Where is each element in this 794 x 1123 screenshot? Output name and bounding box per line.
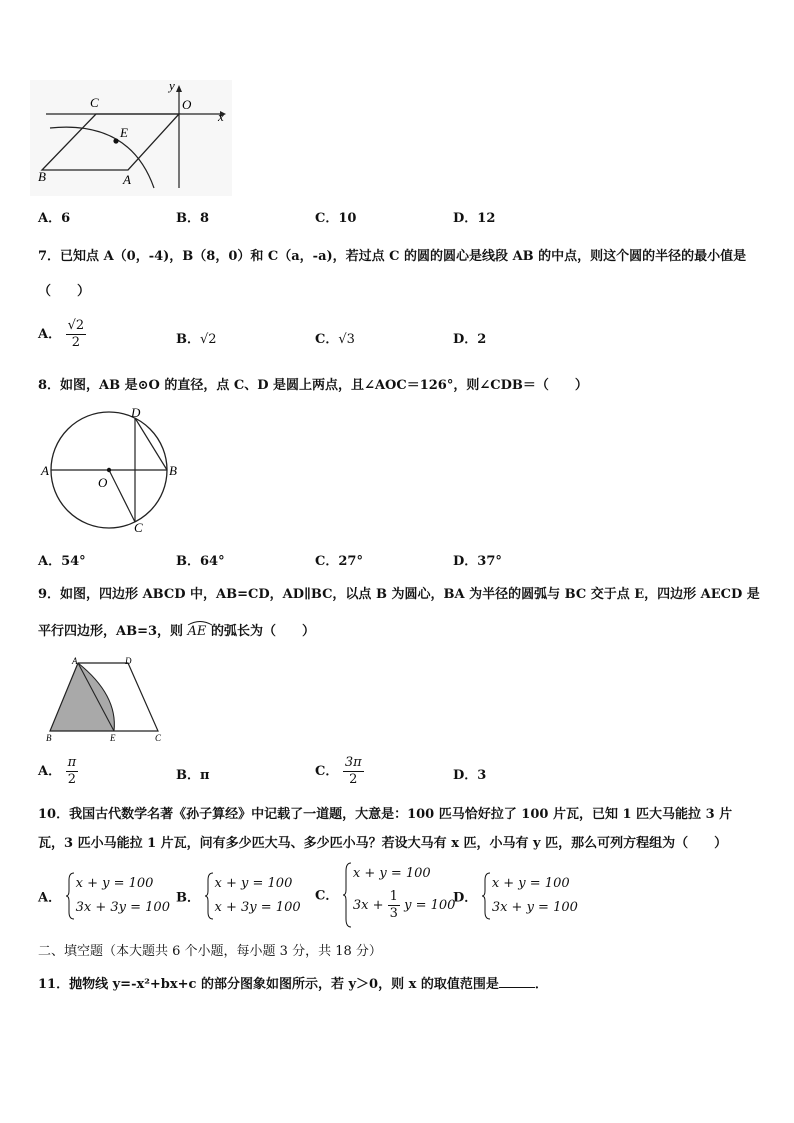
equation-2: 3x + y = 100 — [491, 900, 578, 915]
option-value: √3 — [338, 332, 355, 347]
q7-stem-line2: （ ） — [38, 284, 91, 299]
q10-stem-line2: 瓦，3 匹小马能拉 1 片瓦，问有多少匹大马、多少匹小马？若设大马有 x 匹，小马有 y 匹，那么可列方程组为（ ） — [38, 836, 728, 851]
q8-option-b[interactable] — [176, 550, 225, 569]
label-d: D — [131, 405, 141, 420]
chord-db — [135, 418, 167, 470]
q10-option-d[interactable] — [453, 872, 578, 920]
option-value: 12 — [477, 211, 496, 226]
label-c: C — [90, 95, 99, 110]
equation-system — [205, 872, 301, 920]
option-letter: C． — [315, 764, 339, 779]
option-letter: C． — [315, 211, 339, 226]
q10-option-a[interactable] — [38, 872, 170, 920]
label-c: C — [134, 520, 143, 535]
q6-option-b[interactable] — [176, 207, 209, 226]
option-letter: A． — [38, 890, 62, 906]
option-value: 2 — [477, 332, 487, 347]
option-letter: C． — [315, 554, 339, 569]
denominator: 3 — [389, 906, 398, 921]
option-value: 6 — [61, 211, 71, 226]
label-a: A — [123, 172, 131, 187]
option-letter: D． — [453, 554, 478, 569]
label-o: O — [182, 97, 192, 112]
q10-option-b[interactable] — [176, 872, 301, 920]
equation-1: x + y = 100 — [214, 876, 293, 891]
brace-icon — [66, 872, 75, 920]
option-letter: B． — [176, 768, 200, 783]
q7-option-d[interactable] — [453, 328, 486, 347]
q10-stem-line1: 10．我国古代数学名著《孙子算经》中记载了一道题，大意是：100 匹马恰好拉了 100 片瓦，已知 1 匹大马能拉 3 片 — [38, 807, 733, 822]
stem-text: 的弧长为（ ） — [210, 624, 315, 639]
label-a: A — [41, 463, 49, 478]
label-e: E — [120, 125, 128, 140]
q7-stem-line1: 7．已知点 A（0，-4)，B（8，0）和 C（a，-a)，若过点 C 的圆的圆心是线段 AB 的中点，则这个圆的半径的最小值是 — [38, 249, 747, 264]
numerator: π — [67, 755, 77, 770]
brace-icon — [343, 862, 352, 928]
label-d: D — [125, 656, 132, 666]
equation-2-right: y = 100 — [404, 898, 456, 913]
option-letter: A． — [38, 211, 62, 226]
label-y: y — [169, 80, 175, 93]
equation-2: x + 3y = 100 — [214, 900, 301, 915]
label-e: E — [110, 733, 116, 743]
option-letter: B． — [176, 332, 200, 347]
option-value: 37° — [477, 554, 502, 569]
option-value: 27° — [338, 554, 363, 569]
option-letter: B． — [176, 890, 200, 906]
option-letter: A． — [38, 554, 62, 569]
equation-2: 3x + 3y = 100 — [75, 900, 170, 915]
q9-option-a[interactable] — [38, 755, 78, 788]
option-letter: C． — [315, 888, 339, 904]
q9-option-c[interactable] — [315, 755, 364, 788]
q6-option-a[interactable] — [38, 207, 70, 226]
numerator: √2 — [67, 318, 85, 333]
equation-2-left: 3x + — [352, 898, 384, 913]
q7-option-b[interactable] — [176, 328, 217, 347]
q8-option-a[interactable] — [38, 550, 86, 569]
radius-oc — [109, 470, 135, 522]
option-letter: D． — [453, 768, 478, 783]
label-a: A — [72, 656, 78, 666]
stem-text: 11．抛物线 y=-x²+bx+c 的部分图象如图所示，若 y＞0，则 x 的取值范围是 — [38, 977, 499, 992]
figure-q6-diagram — [30, 80, 232, 196]
q8-stem: 8．如图，AB 是⊙O 的直径，点 C、D 是圆上两点，且∠AOC＝126°，则∠CDB＝（ ） — [38, 378, 588, 393]
q8-option-d[interactable] — [453, 550, 502, 569]
figure-q9-diagram — [42, 655, 170, 743]
fraction — [388, 889, 400, 922]
fraction — [343, 755, 364, 788]
option-letter: A． — [38, 327, 62, 342]
option-letter: D． — [453, 332, 478, 347]
fraction — [66, 755, 79, 788]
option-letter: B． — [176, 554, 200, 569]
option-letter: C． — [315, 332, 339, 347]
q9-stem-line1: 9．如图，四边形 ABCD 中，AB=CD，AD∥BC，以点 B 为圆心，BA 为半径的圆弧与 BC 交于点 E，四边形 AECD 是 — [38, 587, 760, 602]
label-b: B — [169, 463, 177, 478]
brace-icon — [205, 872, 214, 920]
equation-system — [66, 872, 170, 920]
numerator: 3π — [344, 755, 362, 770]
option-value: 8 — [200, 211, 210, 226]
option-value: √2 — [200, 332, 217, 347]
figure-q8-circle — [38, 405, 188, 535]
q9-stem-line2 — [38, 620, 315, 639]
stem-text: ． — [534, 977, 548, 992]
q8-option-c[interactable] — [315, 550, 363, 569]
label-x: x — [218, 109, 224, 124]
label-b: B — [46, 733, 52, 743]
center-o — [107, 468, 111, 472]
option-value: 3 — [477, 768, 487, 783]
label-b: B — [38, 169, 46, 184]
option-value: 64° — [200, 554, 225, 569]
point-e — [113, 138, 118, 143]
q10-option-c[interactable] — [315, 862, 455, 926]
q9-option-d[interactable] — [453, 764, 486, 783]
equation-1: x + y = 100 — [75, 876, 154, 891]
equation-1: x + y = 100 — [352, 866, 431, 881]
label-o: O — [98, 475, 108, 490]
q7-option-a[interactable] — [38, 318, 86, 351]
q6-option-d[interactable] — [453, 207, 495, 226]
equation-system — [343, 862, 456, 926]
numerator: 1 — [389, 889, 398, 904]
label-c: C — [155, 733, 162, 743]
option-value: π — [200, 768, 210, 783]
q6-option-c[interactable] — [315, 207, 356, 226]
fraction — [66, 318, 87, 351]
option-letter: A． — [38, 764, 62, 779]
option-letter: D． — [453, 890, 478, 906]
arc-label: AE — [187, 624, 207, 639]
q11-stem — [38, 973, 548, 992]
option-letter: D． — [453, 211, 478, 226]
arc-mark-icon — [187, 620, 213, 626]
option-value: 10 — [338, 211, 357, 226]
equation-2 — [353, 886, 456, 926]
arc-ae-notation — [188, 624, 207, 639]
equation-1: x + y = 100 — [491, 876, 570, 891]
equation-system — [482, 872, 578, 920]
denominator: 2 — [67, 772, 77, 787]
answer-blank[interactable] — [499, 987, 535, 988]
denominator: 2 — [71, 335, 81, 350]
q7-option-c[interactable] — [315, 328, 355, 347]
q9-option-b[interactable] — [176, 764, 210, 783]
brace-icon — [482, 872, 491, 920]
option-value: 54° — [61, 554, 86, 569]
denominator: 2 — [349, 772, 358, 787]
option-letter: B． — [176, 211, 200, 226]
section-heading: 二、填空题（本大题共 6 个小题，每小题 3 分，共 18 分） — [38, 944, 382, 959]
stem-text: 平行四边形，AB=3，则 — [38, 624, 184, 639]
